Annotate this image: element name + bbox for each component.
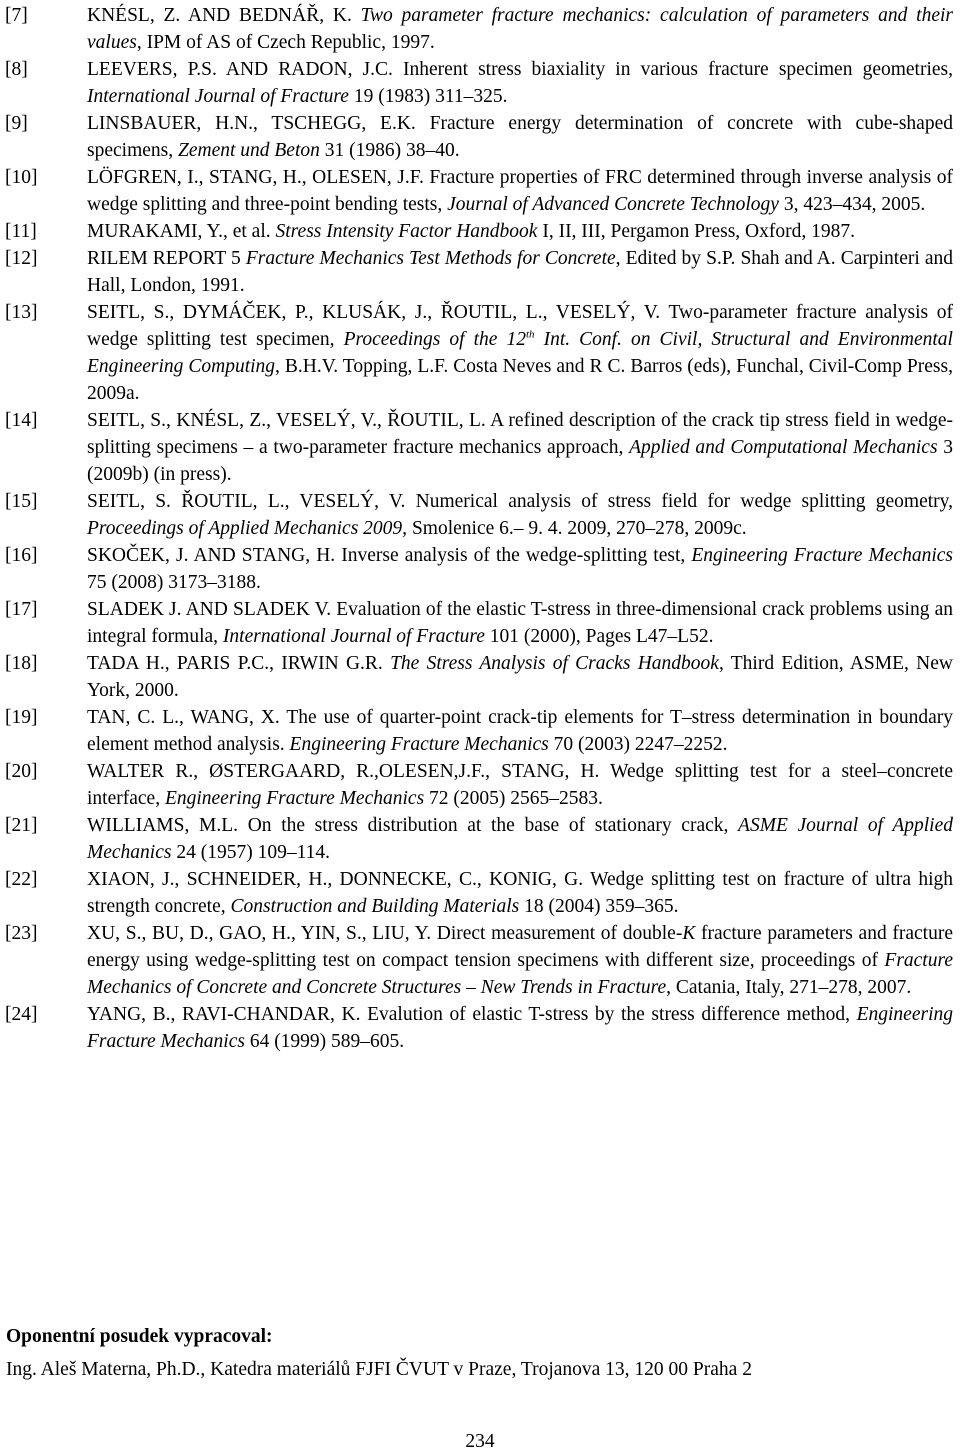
reference-segment: SKOČEK, J. AND STANG, H. Inverse analysis of the wedge-splitting test, <box>87 545 692 566</box>
reference-segment: 75 (2008) 3173–3188. <box>87 572 261 593</box>
reference-item <box>0 1001 960 1055</box>
reference-item <box>0 299 960 407</box>
reference-segment: 101 (2000), Pages L47–L52. <box>484 626 714 647</box>
reference-segment: Smolenice 6.– 9. 4. 2009, 270–278, 2009c. <box>407 518 747 539</box>
reference-number: [16] <box>5 545 38 566</box>
reference-text <box>87 812 953 866</box>
reference-number: [24] <box>5 1004 38 1025</box>
reference-segment: SEITL, S. ŘOUTIL, L., VESELÝ, V. Numerical analysis of stress field for wedge splitting geometry, <box>87 491 953 512</box>
reference-item <box>0 164 960 218</box>
reference-segment: SLADEK J. AND SLADEK V. Evaluation of the elastic T-stress in three-dimensional crack problems using an integral formula, <box>87 599 953 647</box>
reference-italic-segment: Engineering Fracture Mechanics <box>87 1004 953 1052</box>
reference-italic-segment: International Journal of Fracture <box>87 86 349 107</box>
reference-segment: , Edited by S.P. Shah and A. Carpinteri and Hall, London, 1991. <box>87 248 953 296</box>
reference-number: [15] <box>5 491 38 512</box>
reference-item <box>0 758 960 812</box>
reference-number: [11] <box>5 221 37 242</box>
reference-item <box>0 920 960 1001</box>
reference-text <box>87 596 953 650</box>
reference-number: [20] <box>5 761 38 782</box>
reference-italic-segment: Engineering Fracture Mechanics <box>691 545 953 566</box>
reference-italic-segment: ASME Journal of Applied Mechanics <box>87 815 953 863</box>
reference-segment: KNÉSL, Z. AND BEDNÁŘ, K. <box>87 5 361 26</box>
reference-segment: , Third Edition, ASME, New York, 2000. <box>87 653 953 701</box>
reference-segment: TAN, C. L., WANG, X. The use of quarter-point crack-tip elements for T–stress determination in boundary element method analysis. <box>87 707 953 755</box>
reference-text <box>87 245 953 299</box>
reference-text <box>87 299 953 407</box>
reference-segment: 3, 423–434, 2005. <box>778 194 926 215</box>
reference-italic-segment: Stress Intensity Factor Handbook <box>275 221 538 242</box>
reference-segment: I, II, III, Pergamon Press, Oxford, 1987. <box>537 221 855 242</box>
reference-segment: RILEM REPORT 5 <box>87 248 246 269</box>
reference-italic-segment: Proceedings of the 12 <box>343 329 526 350</box>
reference-text <box>87 2 953 56</box>
reference-text <box>87 164 953 218</box>
reference-item <box>0 245 960 299</box>
reference-text <box>87 407 953 488</box>
reference-text <box>87 218 953 245</box>
reference-segment: 19 (1983) 311–325. <box>348 86 508 107</box>
reference-segment: 70 (2003) 2247–2252. <box>548 734 728 755</box>
reference-segment: LEEVERS, P.S. AND RADON, J.C. Inherent stress biaxiality in various fracture specimen geometries, <box>87 59 953 80</box>
reference-italic-segment: Applied and Computational Mechanics <box>629 437 938 458</box>
reference-text <box>87 866 953 920</box>
reference-number: [18] <box>5 653 38 674</box>
reference-text <box>87 704 953 758</box>
reference-segment: 64 (1999) 589–605. <box>244 1031 405 1052</box>
reference-segment: TADA H., PARIS P.C., IRWIN G.R. <box>87 653 391 674</box>
reference-item <box>0 704 960 758</box>
reference-segment: SEITL, S., DYMÁČEK, P., KLUSÁK, J., ŘOUTIL, L., VESELÝ, V. Two-parameter fracture analysis of wedge splitting test specimen, <box>87 302 953 350</box>
reference-segment: 72 (2005) 2565–2583. <box>424 788 603 809</box>
reference-number: [10] <box>5 167 38 188</box>
reference-italic-segment: Engineering Fracture Mechanics <box>164 788 425 809</box>
reference-italic-segment: Proceedings of Applied Mechanics 2009, <box>87 518 408 539</box>
reference-segment: LÖFGREN, I., STANG, H., OLESEN, J.F. Fracture properties of FRC determined through inverse analysis of wedge splitting and three-point bending tests, <box>87 167 953 215</box>
reference-italic-segment: Int. Conf. on Civil, Structural and Environmental Engineering Computing <box>87 329 953 377</box>
reference-item <box>0 650 960 704</box>
reference-italic-segment: The Stress Analysis of Cracks Handbook <box>390 653 719 674</box>
reference-text <box>87 488 953 542</box>
reference-segment: SEITL, S., KNÉSL, Z., VESELÝ, V., ŘOUTIL, L. A refined description of the crack tip stress field in wedge-splitting specimens – a two-parameter fracture mechanics approach, <box>87 410 953 458</box>
reference-text <box>87 542 953 596</box>
reference-number: [13] <box>5 302 38 323</box>
reference-number: [12] <box>5 248 38 269</box>
reference-segment: 31 (1986) 38–40. <box>319 140 460 161</box>
reference-segment: MURAKAMI, Y., et al. <box>87 221 276 242</box>
reference-segment: WALTER R., ØSTERGAARD, R.,OLESEN,J.F., STANG, H. Wedge splitting test for a steel–concrete interface, <box>87 761 953 809</box>
reference-segment: LINSBAUER, H.N., TSCHEGG, E.K. Fracture energy determination of concrete with cube-shaped specimens, <box>87 113 953 161</box>
reference-number: [19] <box>5 707 38 728</box>
reference-italic-segment: Journal of Advanced Concrete Technology <box>447 194 779 215</box>
reference-item <box>0 542 960 596</box>
reference-segment: 24 (1957) 109–114. <box>171 842 330 863</box>
reference-segment: YANG, B., RAVI-CHANDAR, K. Evalution of elastic T-stress by the stress difference method, <box>87 1004 857 1025</box>
reference-segment: 3 (2009b) (in press). <box>87 437 953 485</box>
reference-segment: XU, S., BU, D., GAO, H., YIN, S., LIU, Y. Direct measurement of double- <box>87 923 683 944</box>
reference-italic-segment: Construction and Building Materials <box>230 896 520 917</box>
reference-segment: XIAON, J., SCHNEIDER, H., DONNECKE, C., KONIG, G. Wedge splitting test on fracture of ultra high strength concrete, <box>87 869 953 917</box>
reference-item <box>0 56 960 110</box>
reference-number: [9] <box>5 113 28 134</box>
reference-number: [22] <box>5 869 38 890</box>
reference-item <box>0 218 960 245</box>
reference-italic-segment: Zement und Beton <box>177 140 320 161</box>
reference-text <box>87 110 953 164</box>
reference-italic-segment: Engineering Fracture Mechanics <box>289 734 549 755</box>
reference-item <box>0 110 960 164</box>
reference-number: [17] <box>5 599 38 620</box>
reference-segment: WILLIAMS, M.L. On the stress distribution at the base of stationary crack, <box>87 815 739 836</box>
reference-item <box>0 488 960 542</box>
reference-text <box>87 56 953 110</box>
reference-segment: , IPM of AS of Czech Republic, 1997. <box>136 32 435 53</box>
reference-text <box>87 920 953 1001</box>
reference-item <box>0 2 960 56</box>
reference-number: [23] <box>5 923 38 944</box>
reference-segment: , Catania, Italy, 271–278, 2007. <box>666 977 912 998</box>
reference-text <box>87 1001 953 1055</box>
reference-italic-segment: Two parameter fracture mechanics: calculation of parameters and their values <box>87 5 953 53</box>
reference-item <box>0 596 960 650</box>
page-number: 234 <box>465 1431 495 1452</box>
reference-segment: , B.H.V. Topping, L.F. Costa Neves and R C. Barros (eds), Funchal, Civil-Comp Press, 2009a. <box>87 356 953 404</box>
reference-number: [8] <box>5 59 28 80</box>
reference-segment: fracture parameters and fracture energy using wedge-splitting test on compact tension specimens with different size, proceedings of <box>87 923 953 971</box>
reference-italic-segment: International Journal of Fracture <box>222 626 485 647</box>
reference-list <box>0 2 960 1055</box>
reference-item <box>0 866 960 920</box>
reference-text <box>87 650 953 704</box>
reference-number: [7] <box>5 5 28 26</box>
reference-text <box>87 758 953 812</box>
reference-number: [21] <box>5 815 38 836</box>
reference-number: [14] <box>5 410 38 431</box>
reviewer-heading: Oponentní posudek vypracoval: <box>6 1326 273 1347</box>
reference-italic-segment: Fracture Mechanics Test Methods for Concrete <box>245 248 616 269</box>
reference-italic-segment: Fracture Mechanics of Concrete and Concrete Structures – New Trends in Fracture <box>87 950 953 998</box>
reference-italic-segment: K <box>682 923 696 944</box>
reference-item <box>0 812 960 866</box>
reference-segment: 18 (2004) 359–365. <box>519 896 679 917</box>
reviewer-line: Ing. Aleš Materna, Ph.D., Katedra materiálů FJFI ČVUT v Praze, Trojanova 13, 120 00 Praha 2 <box>6 1359 752 1380</box>
reference-item <box>0 407 960 488</box>
reference-superscript: th <box>525 328 535 341</box>
